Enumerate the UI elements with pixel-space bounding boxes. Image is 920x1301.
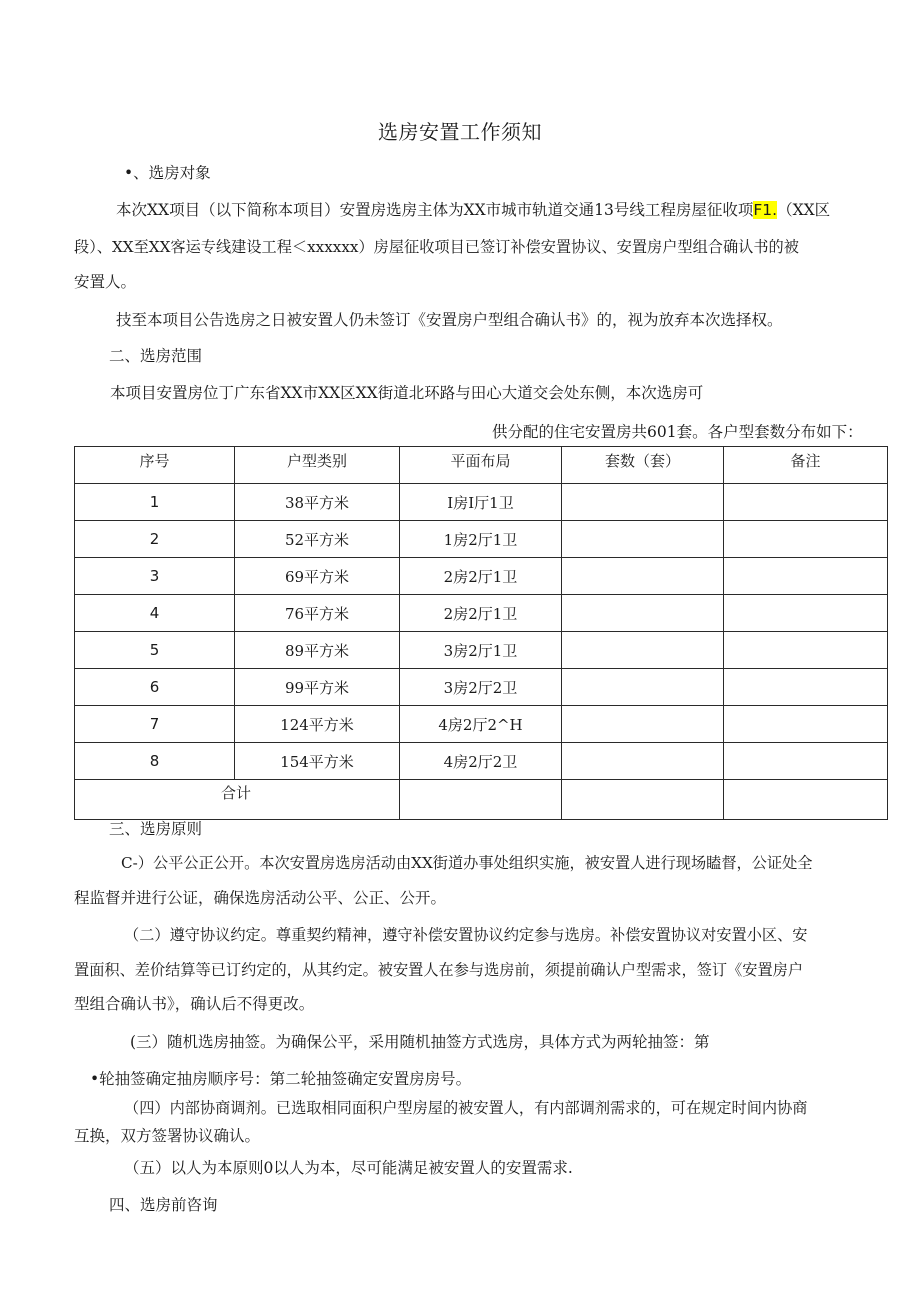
cell-type: 52平方米: [235, 521, 400, 558]
section-1-para-1-line-2: 段）、XX至XX客运专线建设工程＜xxxxxx）房屋征收项目已签订补偿安置协议、安置房户型组合确认书的被: [74, 238, 799, 256]
section-1-para-2: 技至本项目公告选房之日被安置人仍未签订《安置房户型组合确认书》的，视为放弃本次选择权。: [116, 311, 783, 329]
cell-layout: I房I厅1卫: [400, 484, 562, 521]
cell-count: [562, 706, 724, 743]
cell-count: [562, 521, 724, 558]
cell-note: [724, 595, 888, 632]
table-row: [75, 743, 888, 780]
cell-note: [724, 632, 888, 669]
cell-type: 38平方米: [235, 484, 400, 521]
cell-note: [724, 484, 888, 521]
cell-no: 4: [75, 595, 235, 632]
section-3-principle-2-line-3: 型组合确认书》，确认后不得更改。: [74, 995, 315, 1013]
section-3-principle-3-line-2: •轮抽签确定抽房顺序号：第二轮抽签确定安置房房号。: [90, 1070, 472, 1088]
unit-type-table: [74, 446, 888, 820]
cell-total-note: [724, 780, 888, 820]
cell-note: [724, 743, 888, 780]
table-row: [75, 632, 888, 669]
cell-no: 7: [75, 706, 235, 743]
cell-layout: 4房2厅2卫: [400, 743, 562, 780]
para-text: （XX区: [777, 201, 831, 219]
cell-note: [724, 558, 888, 595]
cell-type: 154平方米: [235, 743, 400, 780]
table-header-row: [75, 447, 888, 484]
table-row: [75, 521, 888, 558]
cell-type: 89平方米: [235, 632, 400, 669]
cell-count: [562, 484, 724, 521]
cell-no: 2: [75, 521, 235, 558]
section-1-para-1-line-1: [116, 192, 830, 229]
header-note: 备注: [724, 447, 888, 484]
header-layout: 平面布局: [400, 447, 562, 484]
cell-layout: 3房2厅1卫: [400, 632, 562, 669]
cell-layout: 2房2厅1卫: [400, 558, 562, 595]
cell-note: [724, 669, 888, 706]
cell-no: 1: [75, 484, 235, 521]
cell-layout: 4房2厅2^H: [400, 706, 562, 743]
cell-count: [562, 743, 724, 780]
cell-type: 69平方米: [235, 558, 400, 595]
cell-total-label: 合计: [75, 780, 400, 820]
cell-layout: 2房2厅1卫: [400, 595, 562, 632]
cell-layout: 1房2厅1卫: [400, 521, 562, 558]
table-row: [75, 595, 888, 632]
section-1-para-1-line-3: 安置人。: [74, 273, 137, 291]
section-3-principle-1-line-2: 程监督并进行公证，确保选房活动公平、公正、公开。: [74, 889, 447, 907]
section-3-heading: 三、选房原则: [109, 820, 203, 838]
cell-type: 124平方米: [235, 706, 400, 743]
table-row: [75, 484, 888, 521]
cell-count: [562, 669, 724, 706]
highlighted-text: F1.: [753, 201, 778, 219]
section-4-heading: 四、选房前咨询: [109, 1196, 218, 1214]
section-3-principle-2-line-1: （二）遵守协议约定。尊重契约精神，遵守补偿安置协议约定参与选房。补偿安置协议对安置小区、安: [124, 926, 808, 944]
section-3-principle-4-line-1: （四）内部协商调剂。已选取相同面积户型房屋的被安置人，有内部调剂需求的，可在规定时间内协商: [124, 1099, 808, 1117]
cell-no: 5: [75, 632, 235, 669]
section-3-principle-5: （五）以人为本原则0以人为本，尽可能满足被安置人的安置需求.: [124, 1159, 573, 1177]
header-no: 序号: [75, 447, 235, 484]
cell-count: [562, 595, 724, 632]
cell-note: [724, 706, 888, 743]
document-title: 选房安置工作须知: [378, 120, 542, 144]
cell-type: 99平方米: [235, 669, 400, 706]
table-row: [75, 558, 888, 595]
cell-layout: 3房2厅2卫: [400, 669, 562, 706]
table-row: [75, 706, 888, 743]
cell-total-layout: [400, 780, 562, 820]
cell-total-count: [562, 780, 724, 820]
section-2-heading: 二、选房范围: [109, 347, 203, 365]
header-type: 户型类别: [235, 447, 400, 484]
cell-count: [562, 632, 724, 669]
table-row: [75, 669, 888, 706]
section-3-principle-2-line-2: 置面积、差价结算等已订约定的，从其约定。被安置人在参与选房前，须提前确认户型需求，签订《安置房户: [74, 961, 803, 979]
header-count: 套数（套）: [562, 447, 724, 484]
cell-count: [562, 558, 724, 595]
section-3-principle-4-line-2: 互换，双方签署协议确认。: [74, 1127, 261, 1145]
section-1-heading: •、选房对象: [124, 164, 211, 182]
section-3-principle-1-line-1: C-）公平公正公开。本次安置房选房活动由XX街道办事处组织实施，被安置人进行现场瞌督，公证处全: [121, 854, 813, 872]
section-2-para-2: 供分配的住宅安置房共601套。各户型套数分布如下：: [492, 423, 863, 441]
para-text: 本次XX项目（以下简称本项目）安置房选房主体为XX市城市轨道交通13号线工程房屋征收项: [116, 201, 754, 219]
section-3-principle-3-line-1: (三）随机选房抽签。为确保公平，采用随机抽签方式选房，具体方式为两轮抽签：第: [130, 1033, 710, 1051]
cell-note: [724, 521, 888, 558]
cell-no: 8: [75, 743, 235, 780]
cell-no: 3: [75, 558, 235, 595]
cell-type: 76平方米: [235, 595, 400, 632]
section-2-para-1: 本项目安置房位丁广东省XX市XX区XX街道北环路与田心大道交会处东侧，本次选房可: [110, 384, 704, 402]
cell-no: 6: [75, 669, 235, 706]
